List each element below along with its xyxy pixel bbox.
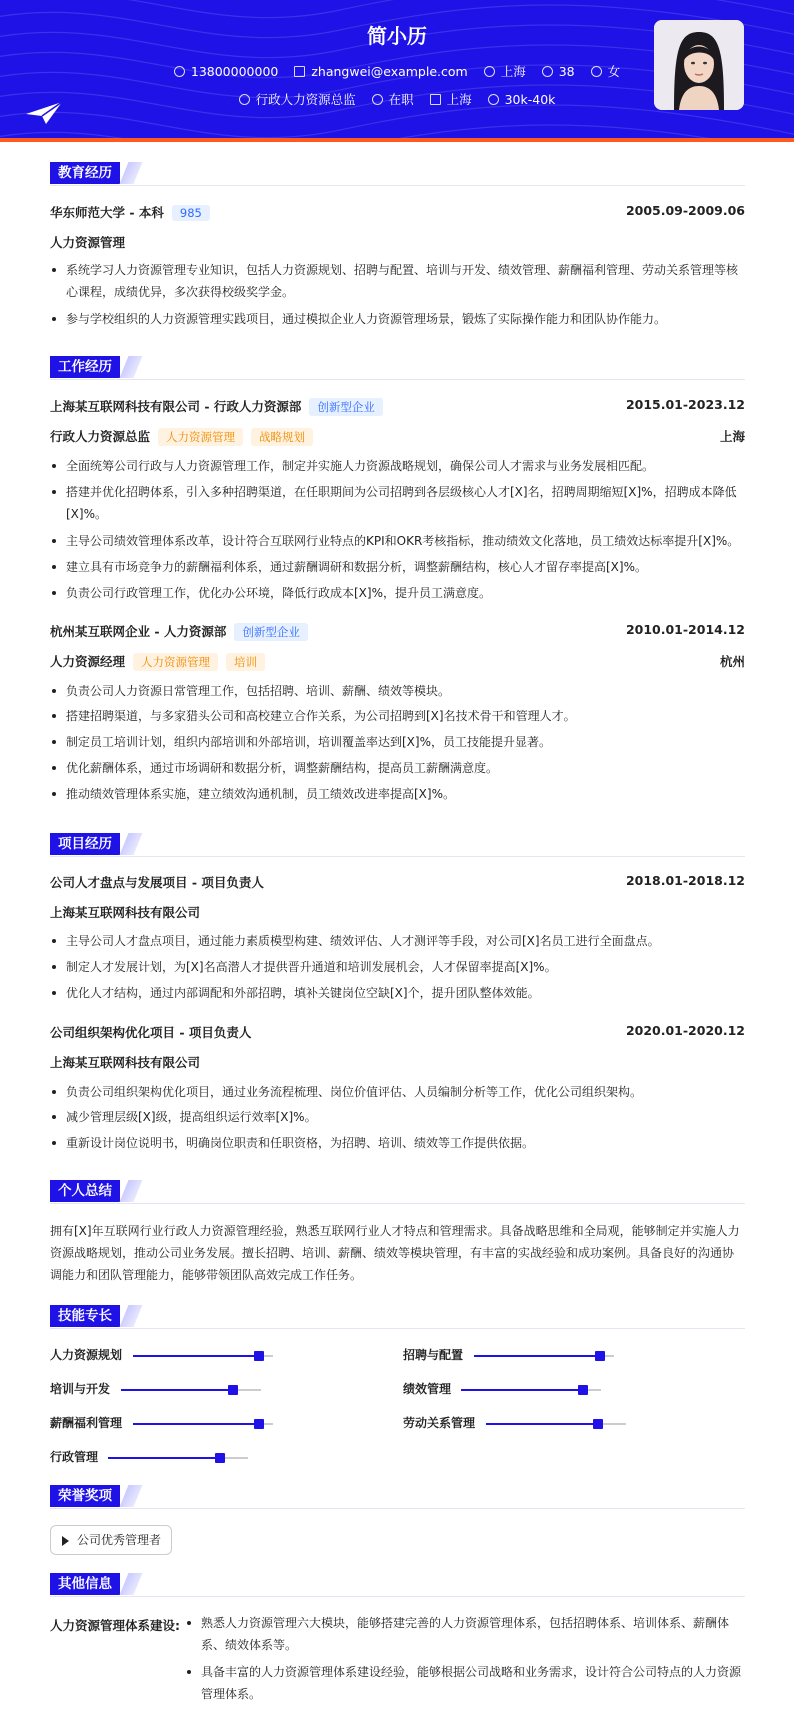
section-skills bbox=[50, 1305, 745, 1329]
list-item: 搭建并优化招聘体系，引入多种招聘渠道，在任职期间为公司招聘到各层级核心人才[X]名，招聘周期缩短[X]%，招聘成本降低[X]%。 bbox=[50, 481, 745, 525]
skill-level-handle bbox=[578, 1385, 588, 1395]
skill-label: 薪酬福利管理 bbox=[50, 1416, 123, 1430]
list-item: 减少管理层级[X]级，提高组织运行效率[X]%。 bbox=[50, 1106, 745, 1128]
skill-label: 培训与开发 bbox=[50, 1382, 111, 1396]
home-icon bbox=[484, 66, 495, 77]
section-others bbox=[50, 1573, 745, 1597]
gender: 女 bbox=[607, 64, 621, 79]
skill-label: 招聘与配置 bbox=[403, 1348, 464, 1362]
salary: 30k-40k bbox=[504, 92, 556, 107]
award-item[interactable] bbox=[50, 1525, 172, 1555]
skill-level-handle bbox=[228, 1385, 238, 1395]
work-header bbox=[50, 397, 745, 416]
age: 38 bbox=[558, 64, 575, 79]
skill-label: 行政管理 bbox=[50, 1450, 99, 1464]
list-item: 主导公司绩效管理体系改革，设计符合互联网行业特点的KPI和OKR考核指标，推动绩效文化落地，员工绩效达标率提升[X]%。 bbox=[50, 530, 745, 552]
skill-level-handle bbox=[215, 1453, 225, 1463]
role: 人力资源经理 bbox=[50, 654, 126, 669]
skill-level-handle bbox=[254, 1351, 264, 1361]
work-header bbox=[50, 622, 745, 641]
age-icon bbox=[542, 66, 553, 77]
list-item: 负责公司行政管理工作，优化办公环境，降低行政成本[X]%，提升员工满意度。 bbox=[50, 582, 745, 604]
phone-icon bbox=[174, 66, 185, 77]
section-title: 项目经历 bbox=[50, 833, 120, 855]
section-work bbox=[50, 356, 745, 380]
award-label: 公司优秀管理者 bbox=[77, 1533, 162, 1547]
section-title: 荣誉奖项 bbox=[50, 1485, 120, 1507]
school: 华东师范大学 - 本科 bbox=[50, 205, 164, 220]
section-title: 个人总结 bbox=[50, 1180, 120, 1202]
list-item: 优化薪酬体系，通过市场调研和数据分析，调整薪酬结构，提高员工薪酬满意度。 bbox=[50, 757, 745, 779]
skill-fill bbox=[461, 1389, 583, 1391]
list-item: 全面统筹公司行政与人力资源管理工作，制定并实施人力资源战略规划，确保公司人才需求与业务发展相匹配。 bbox=[50, 455, 745, 477]
role-tag: 人力资源管理 bbox=[133, 653, 218, 671]
role-tag: 培训 bbox=[226, 653, 265, 671]
others-label: 人力资源管理体系建设: bbox=[50, 1618, 180, 1633]
accent-stripe bbox=[0, 138, 794, 142]
email-icon bbox=[294, 66, 305, 77]
section-title: 工作经历 bbox=[50, 356, 120, 378]
phone: 13800000000 bbox=[190, 64, 279, 79]
building-icon bbox=[430, 94, 441, 105]
list-item: 制定人才发展计划，为[X]名高潜人才提供晋升通道和培训发展机会，人才保留率提高[X]%。 bbox=[50, 956, 745, 978]
status-icon bbox=[372, 94, 383, 105]
work-city: 上海 bbox=[719, 429, 745, 444]
skill-level-handle bbox=[593, 1419, 603, 1429]
list-item: 建立具有市场竞争力的薪酬福利体系，通过薪酬调研和数据分析，调整薪酬结构，核心人才留存率提高[X]%。 bbox=[50, 556, 745, 578]
status: 在职 bbox=[388, 92, 414, 107]
position-icon bbox=[239, 94, 250, 105]
portrait-illustration bbox=[654, 20, 744, 110]
list-item: 优化人才结构，通过内部调配和外部招聘，填补关键岗位空缺[X]个，提升团队整体效能。 bbox=[50, 982, 745, 1004]
skill-fill bbox=[108, 1457, 220, 1459]
major: 人力资源管理 bbox=[50, 235, 126, 250]
position: 行政人力资源总监 bbox=[255, 92, 356, 107]
list-item: 制定员工培训计划，组织内部培训和外部培训，培训覆盖率达到[X]%，员工技能提升显著。 bbox=[50, 731, 745, 753]
list-item: 参与学校组织的人力资源管理实践项目，通过模拟企业人力资源管理场景，锻炼了实际操作能力和团队协作能力。 bbox=[50, 308, 745, 330]
section-awards bbox=[50, 1485, 745, 1509]
role-tag: 人力资源管理 bbox=[158, 428, 243, 446]
company-tag: 创新型企业 bbox=[309, 398, 383, 416]
education-header bbox=[50, 203, 745, 221]
skill-fill bbox=[121, 1389, 233, 1391]
project-name: 公司人才盘点与发展项目 - 项目负责人 bbox=[50, 875, 264, 890]
header-banner bbox=[0, 0, 794, 138]
section-title: 技能专长 bbox=[50, 1305, 120, 1327]
section-education bbox=[50, 162, 745, 186]
company: 杭州某互联网企业 - 人力资源部 bbox=[50, 624, 227, 639]
work-date: 2010.01-2014.12 bbox=[625, 622, 745, 637]
list-item: 重新设计岗位说明书，明确岗位职责和任职资格，为招聘、培训、绩效等工作提供依据。 bbox=[50, 1132, 745, 1154]
project-date: 2020.01-2020.12 bbox=[625, 1023, 745, 1038]
work-date: 2015.01-2023.12 bbox=[625, 397, 745, 412]
project-header bbox=[50, 873, 745, 891]
list-item: 负责公司人力资源日常管理工作，包括招聘、培训、薪酬、绩效等模块。 bbox=[50, 680, 745, 702]
play-icon bbox=[62, 1536, 69, 1546]
list-item: 系统学习人力资源管理专业知识，包括人力资源规划、招聘与配置、培训与开发、绩效管理、薪酬福利管理、劳动关系管理等核心课程，成绩优异，多次获得校级奖学金。 bbox=[50, 259, 745, 303]
project-company: 上海某互联网科技有限公司 bbox=[50, 905, 201, 920]
resume-name: 简小历 bbox=[367, 24, 427, 48]
skill-label: 绩效管理 bbox=[403, 1382, 452, 1396]
skill-fill bbox=[133, 1355, 259, 1357]
skill-fill bbox=[474, 1355, 600, 1357]
gender-icon bbox=[591, 66, 602, 77]
list-item: 搭建招聘渠道，与多家猎头公司和高校建立合作关系，为公司招聘到[X]名技术骨干和管理人才。 bbox=[50, 705, 745, 727]
skill-level-handle bbox=[254, 1419, 264, 1429]
expect-city: 上海 bbox=[446, 92, 472, 107]
list-item: 推动绩效管理体系实施，建立绩效沟通机制，员工绩效改进率提高[X]%。 bbox=[50, 783, 745, 805]
project-header bbox=[50, 1023, 745, 1041]
avatar bbox=[654, 20, 744, 110]
section-summary bbox=[50, 1180, 745, 1204]
list-item: 主导公司人才盘点项目，通过能力素质模型构建、绩效评估、人才测评等手段，对公司[X]名员工进行全面盘点。 bbox=[50, 930, 745, 952]
skill-fill bbox=[486, 1423, 598, 1425]
list-item: 负责公司组织架构优化项目，通过业务流程梳理、岗位价值评估、人员编制分析等工作，优化公司组织架构。 bbox=[50, 1081, 745, 1103]
project-date: 2018.01-2018.12 bbox=[625, 873, 745, 888]
company-tag: 创新型企业 bbox=[234, 623, 308, 641]
role-tag: 战略规划 bbox=[251, 428, 313, 446]
company: 上海某互联网科技有限公司 - 行政人力资源部 bbox=[50, 399, 302, 414]
list-item: 具备丰富的人力资源管理体系建设经验，能够根据公司战略和业务需求，设计符合公司特点的人力资源管理体系。 bbox=[185, 1661, 745, 1705]
education-date: 2005.09-2009.06 bbox=[625, 203, 745, 218]
work-city: 杭州 bbox=[719, 654, 745, 669]
role: 行政人力资源总监 bbox=[50, 429, 151, 444]
email[interactable]: zhangwei@example.com bbox=[311, 64, 468, 79]
skill-fill bbox=[133, 1423, 259, 1425]
list-item: 熟悉人力资源管理六大模块，能够搭建完善的人力资源管理体系，包括招聘体系、培训体系、薪酬体系、绩效体系等。 bbox=[185, 1612, 745, 1656]
section-title: 教育经历 bbox=[50, 162, 120, 184]
skill-label: 人力资源规划 bbox=[50, 1348, 123, 1362]
summary-text: 拥有[X]年互联网行业行政人力资源管理经验，熟悉互联网行业人才特点和管理需求。具备战略思维和全局观，能够制定并实施人力资源战略规划，推动公司业务发展。擅长招聘、培训、薪酬、绩效等模块管理，有丰富的实战经验和成功案例。具备良好的沟通协调能力和团队管理能力，能够带领团队高效完成工作任务。 bbox=[50, 1224, 740, 1282]
project-name: 公司组织架构优化项目 - 项目负责人 bbox=[50, 1025, 252, 1040]
salary-icon bbox=[488, 94, 499, 105]
project-company: 上海某互联网科技有限公司 bbox=[50, 1055, 201, 1070]
work-role-row bbox=[50, 652, 745, 671]
section-project bbox=[50, 833, 745, 857]
skill-label: 劳动关系管理 bbox=[403, 1416, 476, 1430]
skill-level-handle bbox=[595, 1351, 605, 1361]
city: 上海 bbox=[500, 64, 526, 79]
work-role-row bbox=[50, 427, 745, 446]
section-title: 其他信息 bbox=[50, 1573, 120, 1595]
school-tag: 985 bbox=[172, 205, 210, 221]
